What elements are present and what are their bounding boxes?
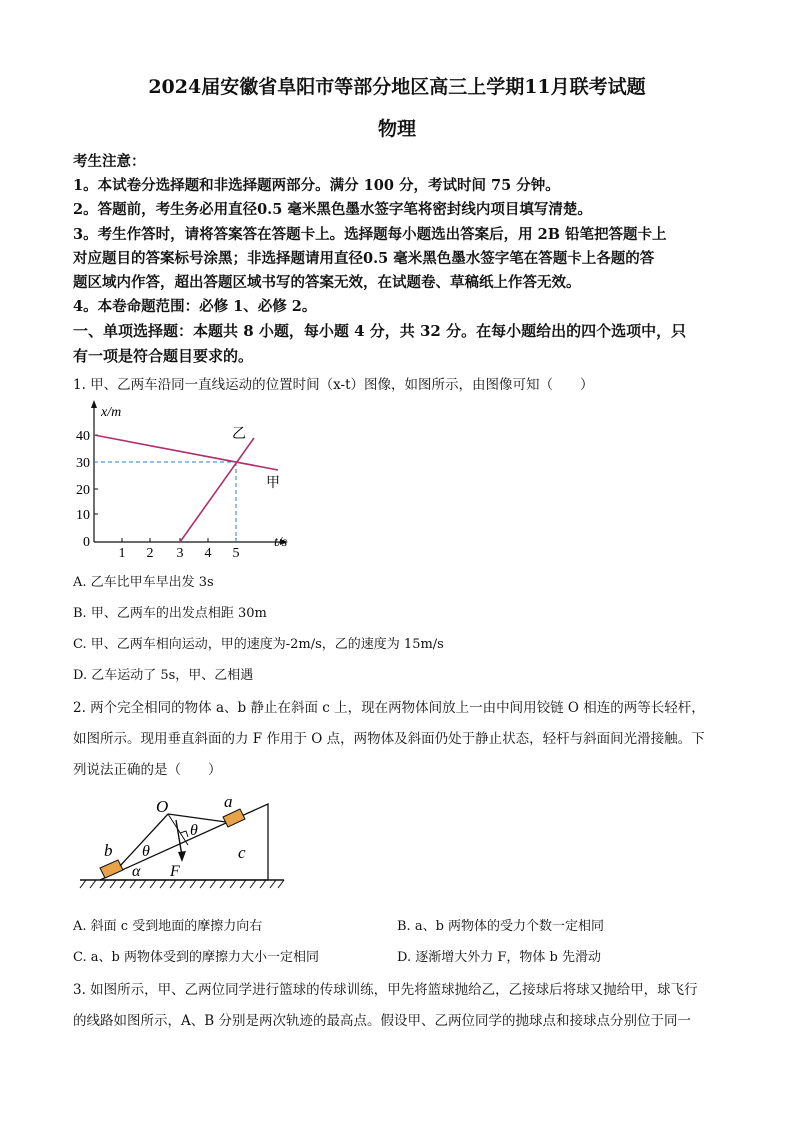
block-b	[100, 860, 123, 878]
notice-heading: 考生注意：	[73, 153, 146, 170]
q2-option-b: B. a、b 两物体的受力个数一定相同	[397, 919, 605, 934]
q2-option-a: A. 斜面 c 受到地面的摩擦力向右	[73, 919, 263, 934]
section-heading: 一、单项选择题：本题共 8 小题，每小题 4 分，共 32 分。在每小题给出的四个选项中，只	[73, 322, 687, 340]
subject-title: 物理	[377, 118, 416, 140]
label-O: O	[156, 797, 169, 816]
notice-item: 对应题目的答案标号涂黑；非选择题请用直径0.5 毫米黑色墨水签字笔在答题卡上各题的答	[73, 250, 655, 267]
line-jia	[94, 435, 278, 470]
force-arrowhead	[178, 851, 186, 862]
y-tick-label: 10	[76, 508, 90, 523]
x-tick-label: 4	[204, 546, 212, 558]
label-a: a	[224, 792, 233, 811]
label-c: c	[238, 843, 246, 862]
y-tick-label: 40	[76, 429, 90, 444]
y-tick-label: 0	[83, 535, 90, 550]
notice-item: 2。答题前，考生务必用直径0.5 毫米黑色墨水签字笔将密封线内项目填写清楚。	[73, 201, 592, 218]
x-tick-label: 5	[232, 546, 240, 558]
q1-option-a: A. 乙车比甲车早出发 3s	[73, 575, 214, 590]
label-theta-right: θ	[190, 822, 198, 839]
y-axis-label: x/m	[101, 405, 122, 420]
question-2-stem: 2. 两个完全相同的物体 a、b 静止在斜面 c 上，现在两物体间放上一由中间用铰链 O 相连的两等长轻杆，	[73, 700, 705, 716]
y-tick-label: 30	[76, 456, 90, 471]
q1-xt-graph	[70, 398, 310, 558]
label-alpha: α	[132, 863, 141, 880]
q2-incline-figure	[76, 790, 288, 894]
question-1-stem: 1. 甲、乙两车沿同一直线运动的位置时间（x-t）图像，如图所示，由图像可知（ ）	[73, 377, 594, 393]
x-axis-label: t/s	[274, 535, 288, 550]
question-2-stem: 列说法正确的是（ ）	[73, 762, 222, 778]
section-heading-cont: 有一项是符合题目要求的。	[73, 347, 254, 365]
ground-hatching	[80, 880, 284, 888]
label-b: b	[104, 841, 113, 860]
force-arrow	[176, 820, 182, 856]
question-2-stem: 如图所示。现用垂直斜面的力 F 作用于 O 点，两物体及斜面仍处于静止状态，轻杆与斜面间光滑接触。下	[73, 731, 705, 747]
q1-option-b: B. 甲、乙两车的出发点相距 30m	[73, 606, 267, 621]
question-3-stem: 3. 如图所示，甲、乙两位同学进行篮球的传球训练，甲先将篮球抛给乙，乙接球后将球又抛给甲，球飞行	[73, 982, 698, 998]
block-a	[223, 809, 245, 827]
label-jia: 甲	[266, 476, 280, 491]
y-axis-arrow	[91, 400, 97, 408]
label-yi: 乙	[232, 427, 246, 442]
q2-option-d: D. 逐渐增大外力 F，物体 b 先滑动	[397, 950, 601, 965]
q1-option-d: D. 乙车运动了 5s，甲、乙相遇	[73, 668, 254, 683]
q1-option-c: C. 甲、乙两车相向运动，甲的速度为-2m/s，乙的速度为 15m/s	[73, 637, 444, 652]
x-tick-label: 1	[118, 546, 126, 558]
x-tick-label: 3	[176, 546, 184, 558]
notice-item: 题区域内作答，超出答题区域书写的答案无效，在试题卷、草稿纸上作答无效。	[73, 274, 581, 291]
page-title: 2024届安徽省阜阳市等部分地区高三上学期11月联考试题	[148, 76, 646, 98]
notice-item: 1。本试卷分选择题和非选择题两部分。满分 100 分，考试时间 75 分钟。	[73, 177, 560, 194]
x-tick-label: 2	[146, 546, 154, 558]
q2-option-c: C. a、b 两物体受到的摩擦力大小一定相同	[73, 950, 319, 965]
notice-item: 3。考生作答时，请将答案答在答题卡上。选择题每小题选出答案后，用 2B 铅笔把答题卡上	[73, 226, 667, 243]
y-tick-label: 20	[76, 483, 90, 498]
notice-item: 4。本卷命题范围：必修 1、必修 2。	[73, 298, 317, 315]
question-3-stem: 的线路如图所示，A、B 分别是两次轨迹的最高点。假设甲、乙两位同学的抛球点和接球点分别位于同一	[73, 1013, 691, 1029]
label-theta-left: θ	[142, 843, 150, 860]
label-F: F	[170, 863, 180, 880]
